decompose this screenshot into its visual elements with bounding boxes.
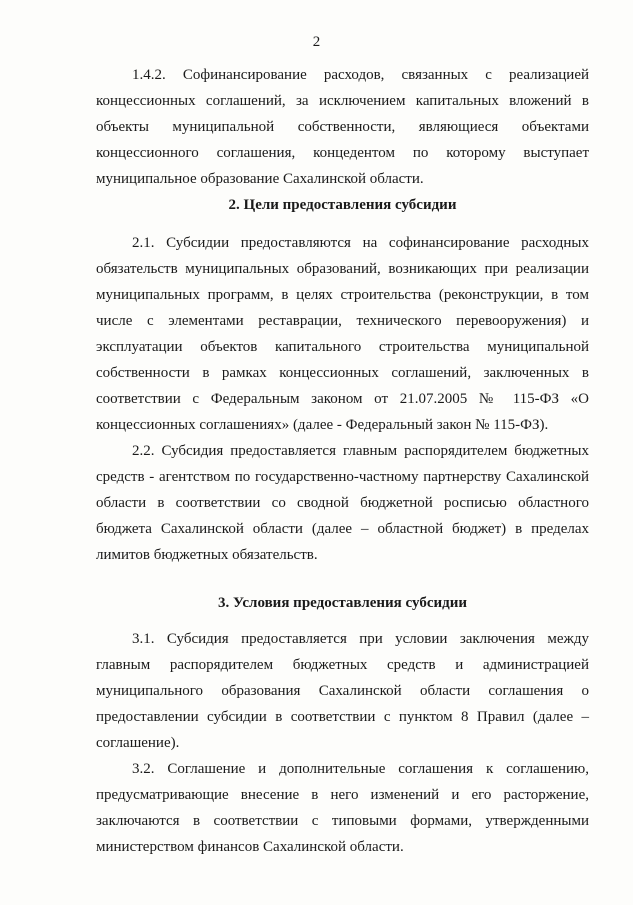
page-number: 2: [312, 34, 321, 50]
section-2-heading: 2. Цели предоставления субсидии: [228, 197, 457, 213]
paragraph-3-1: 3.1. Субсидия предоставляется при условии заключения между главным распорядителем бюджетных средств и администрацией муниципального образования Сахалинской области соглашения о предоставлении субсидии в соответствии с пунктом 8 Правил (далее – соглашение).: [96, 631, 589, 751]
paragraph-2-2: 2.2. Субсидия предоставляется главным распорядителем бюджетных средств - агентством по государственно-частному партнерству Сахалинской области в соответствии со сводной бюджетной росписью областного бюджета Сахалинской области (далее – областной бюджет) в пределах лимитов бюджетных обязательств.: [96, 443, 589, 563]
paragraph-3-2: 3.2. Соглашение и дополнительные соглашения к соглашению, предусматривающие внесение в него изменений и его расторжение, заключаются в соответствии с типовыми формами, утвержденными министерством финансов Сахалинской области.: [96, 761, 589, 855]
paragraph-2-1: 2.1. Субсидии предоставляются на софинансирование расходных обязательств муниципальных образований, возникающих при реализации муниципальных программ, в целях строительства (реконструкции, в том числе с элементами реставрации, технического перевооружения) и эксплуатации объектов капитального строительства муниципальной собственности в рамках концессионных соглашений, заключенных в соответствии с Федеральным законом от 21.07.2005 № 115-ФЗ «О концессионных соглашениях» (далее - Федеральный закон № 115-ФЗ).: [96, 235, 589, 433]
document-body: [96, 62, 589, 860]
section-3-heading: 3. Условия предоставления субсидии: [217, 595, 467, 611]
paragraph-1-4-2: 1.4.2. Софинансирование расходов, связанных с реализацией концессионных соглашений, за исключением капитальных вложений в объекты муниципальной собственности, являющиеся объектами концессионного соглашения, концедентом по которому выступает муниципальное образование Сахалинской области.: [96, 67, 589, 187]
